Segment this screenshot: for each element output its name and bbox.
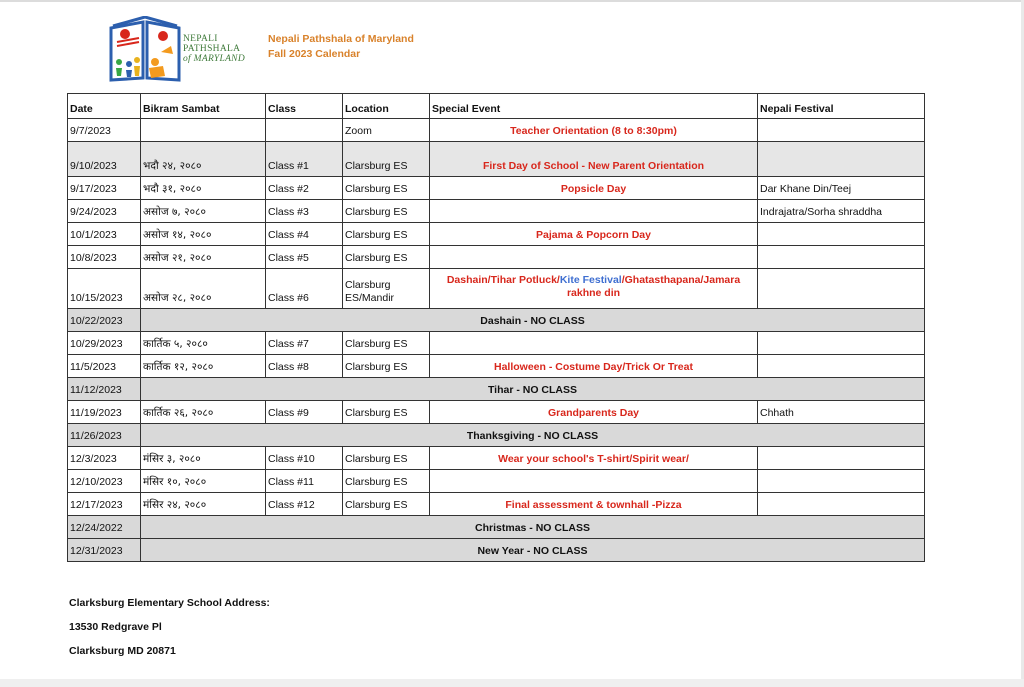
table-row: [68, 493, 925, 516]
bikram-sambat-cell: असोज ७, २०८०: [141, 200, 266, 223]
no-class-cell: New Year - NO CLASS: [141, 539, 925, 562]
class-cell: Class #10: [266, 447, 343, 470]
table-row: [68, 355, 925, 378]
festival-cell: Indrajatra/Sorha shraddha: [758, 200, 925, 223]
location-cell: Clarsburg ES: [343, 200, 430, 223]
class-cell: Class #4: [266, 223, 343, 246]
table-row-no-class: [68, 516, 925, 539]
table-row: [68, 332, 925, 355]
date-cell: 11/12/2023: [68, 378, 141, 401]
col-header-special-event: Special Event: [430, 94, 758, 119]
special-event-cell: Grandparents Day: [430, 401, 758, 424]
date-cell: 9/10/2023: [68, 142, 141, 177]
col-header-bikram-sambat: Bikram Sambat: [141, 94, 266, 119]
logo-wordmark: [183, 34, 245, 64]
address-city: Clarksburg MD 20871: [69, 645, 176, 657]
no-class-cell: Thanksgiving - NO CLASS: [141, 424, 925, 447]
calendar-title: Fall 2023 Calendar: [268, 48, 361, 60]
col-header-location: Location: [343, 94, 430, 119]
table-row: [68, 246, 925, 269]
location-cell: [343, 269, 430, 309]
special-event-cell: Pajama & Popcorn Day: [430, 223, 758, 246]
address-street: 13530 Redgrave Pl: [69, 621, 162, 633]
location-cell: Clarsburg ES: [343, 447, 430, 470]
date-cell: 12/24/2022: [68, 516, 141, 539]
open-book-logo-icon: [107, 16, 183, 82]
special-event-cell: Teacher Orientation (8 to 8:30pm): [430, 119, 758, 142]
class-cell: Class #11: [266, 470, 343, 493]
date-cell: 12/3/2023: [68, 447, 141, 470]
class-cell: Class #12: [266, 493, 343, 516]
location-cell: Clarsburg ES: [343, 470, 430, 493]
date-cell: 10/8/2023: [68, 246, 141, 269]
festival-cell: [758, 246, 925, 269]
col-header-nepali-festival: Nepali Festival: [758, 94, 925, 119]
festival-cell: [758, 493, 925, 516]
event-text: Dashain/Tihar Potluck/: [446, 274, 560, 286]
calendar-table: [67, 93, 925, 562]
org-name: Nepali Pathshala of Maryland: [268, 33, 414, 45]
top-divider: [0, 0, 1024, 2]
table-row-no-class: [68, 309, 925, 332]
logo-line-1: NEPALI: [183, 34, 218, 44]
bikram-sambat-cell: भदौ २४, २०८०: [141, 142, 266, 177]
table-header-row: [68, 94, 925, 119]
special-event-cell: [430, 200, 758, 223]
location-cell: Clarsburg ES: [343, 223, 430, 246]
table-row: [68, 401, 925, 424]
special-event-cell: [430, 470, 758, 493]
table-row-no-class: [68, 539, 925, 562]
location-cell: Clarsburg ES: [343, 493, 430, 516]
table-row: [68, 200, 925, 223]
class-cell: Class #1: [266, 142, 343, 177]
date-cell: 12/31/2023: [68, 539, 141, 562]
bikram-sambat-cell: कार्तिक १२, २०८०: [141, 355, 266, 378]
class-cell: Class #9: [266, 401, 343, 424]
festival-cell: [758, 332, 925, 355]
kite-festival-text: Kite Festival: [559, 274, 622, 286]
table-row: [68, 142, 925, 177]
location-line-2: ES/Mandir: [345, 292, 395, 304]
special-event-cell: First Day of School - New Parent Orientation: [430, 142, 758, 177]
bikram-sambat-cell: असोज २१, २०८०: [141, 246, 266, 269]
festival-cell: [758, 269, 925, 309]
location-cell: Clarsburg ES: [343, 355, 430, 378]
special-event-cell: Halloween - Costume Day/Trick Or Treat: [430, 355, 758, 378]
class-cell: [266, 119, 343, 142]
no-class-cell: Christmas - NO CLASS: [141, 516, 925, 539]
col-header-date: Date: [68, 94, 141, 119]
bikram-sambat-cell: कार्तिक २६, २०८०: [141, 401, 266, 424]
bikram-sambat-cell: मंसिर २४, २०८०: [141, 493, 266, 516]
location-cell: Zoom: [343, 119, 430, 142]
festival-cell: [758, 447, 925, 470]
table-row-no-class: [68, 424, 925, 447]
location-cell: Clarsburg ES: [343, 401, 430, 424]
special-event-line-2: rakhne din: [566, 287, 621, 299]
date-cell: 11/26/2023: [68, 424, 141, 447]
bikram-sambat-cell: भदौ ३१, २०८०: [141, 177, 266, 200]
special-event-line-1: [432, 274, 755, 287]
festival-cell: [758, 470, 925, 493]
date-cell: 11/5/2023: [68, 355, 141, 378]
logo-line-3: of MARYLAND: [183, 54, 245, 64]
location-cell: Clarsburg ES: [343, 177, 430, 200]
date-cell: 9/24/2023: [68, 200, 141, 223]
date-cell: 12/17/2023: [68, 493, 141, 516]
festival-cell: [758, 142, 925, 177]
bikram-sambat-cell: [141, 119, 266, 142]
no-class-cell: Tihar - NO CLASS: [141, 378, 925, 401]
school-logo: [107, 16, 253, 82]
table-row: [68, 470, 925, 493]
date-cell: 11/19/2023: [68, 401, 141, 424]
location-cell: Clarsburg ES: [343, 332, 430, 355]
special-event-cell: Popsicle Day: [430, 177, 758, 200]
class-cell: Class #7: [266, 332, 343, 355]
page-bottom-edge: [0, 679, 1024, 687]
festival-cell: [758, 119, 925, 142]
date-cell: 10/15/2023: [68, 269, 141, 309]
table-row: [68, 119, 925, 142]
date-cell: 10/1/2023: [68, 223, 141, 246]
class-cell: Class #3: [266, 200, 343, 223]
bikram-sambat-cell: मंसिर ३, २०८०: [141, 447, 266, 470]
festival-cell: Chhath: [758, 401, 925, 424]
date-cell: 9/7/2023: [68, 119, 141, 142]
class-cell: Class #6: [266, 269, 343, 309]
location-cell: Clarsburg ES: [343, 246, 430, 269]
special-event-cell: [430, 332, 758, 355]
table-row: [68, 223, 925, 246]
class-cell: Class #2: [266, 177, 343, 200]
logo-line-2: PATHSHALA: [183, 44, 241, 54]
bikram-sambat-cell: असोज २८, २०८०: [141, 269, 266, 309]
bikram-sambat-cell: मंसिर १०, २०८०: [141, 470, 266, 493]
date-cell: 9/17/2023: [68, 177, 141, 200]
document-header: [268, 32, 414, 62]
date-cell: 10/29/2023: [68, 332, 141, 355]
location-line-1: Clarsburg: [345, 279, 391, 291]
special-event-cell: Final assessment & townhall -Pizza: [430, 493, 758, 516]
class-cell: Class #5: [266, 246, 343, 269]
address-heading: Clarksburg Elementary School Address:: [69, 597, 270, 609]
no-class-cell: Dashain - NO CLASS: [141, 309, 925, 332]
festival-cell: [758, 355, 925, 378]
table-row: [68, 269, 925, 309]
date-cell: 12/10/2023: [68, 470, 141, 493]
bikram-sambat-cell: असोज १४, २०८०: [141, 223, 266, 246]
festival-cell: Dar Khane Din/Teej: [758, 177, 925, 200]
col-header-class: Class: [266, 94, 343, 119]
event-text: /Ghatasthapana/Jamara: [621, 274, 741, 286]
table-row: [68, 177, 925, 200]
table-row: [68, 447, 925, 470]
special-event-cell: [430, 269, 758, 309]
special-event-cell: Wear your school's T-shirt/Spirit wear/: [430, 447, 758, 470]
festival-cell: [758, 223, 925, 246]
special-event-cell: [430, 246, 758, 269]
date-cell: 10/22/2023: [68, 309, 141, 332]
location-cell: Clarsburg ES: [343, 142, 430, 177]
class-cell: Class #8: [266, 355, 343, 378]
bikram-sambat-cell: कार्तिक ५, २०८०: [141, 332, 266, 355]
table-row-no-class: [68, 378, 925, 401]
